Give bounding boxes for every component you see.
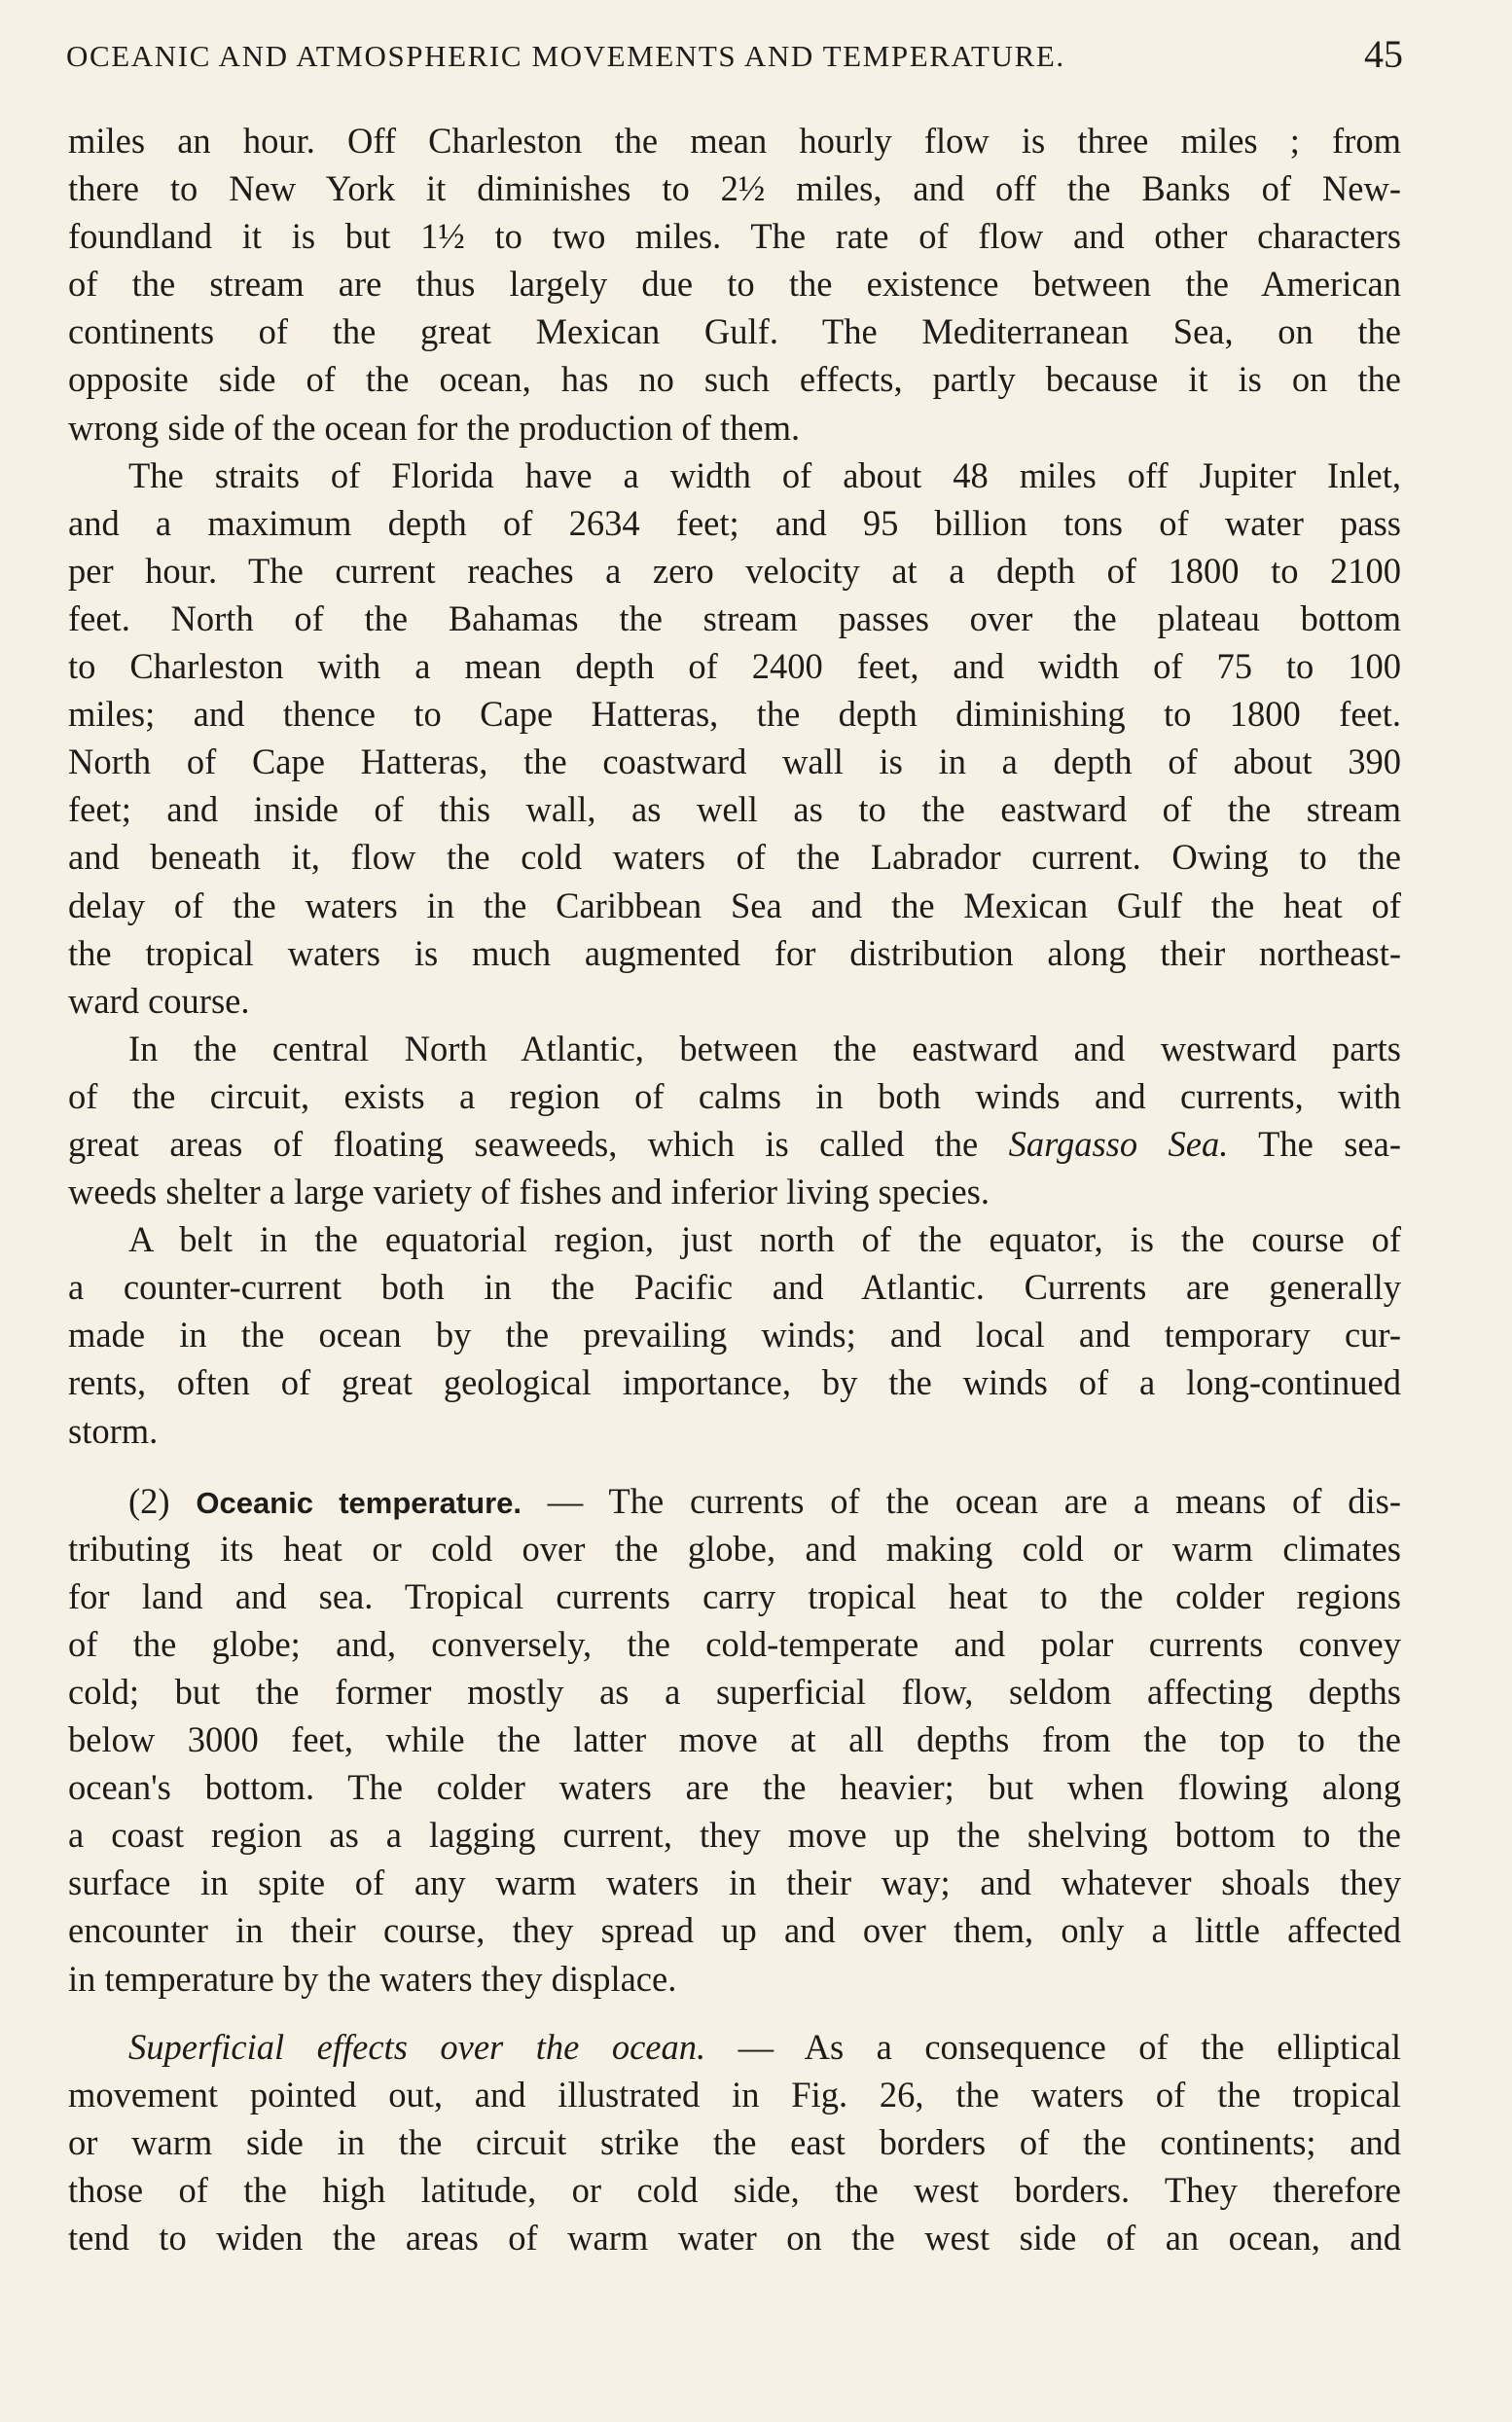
text-line: below 3000 feet, while the latter move at all depths from the top to the (68, 1719, 1401, 1760)
text-line: to Charleston with a mean depth of 2400 feet, and width of 75 to 100 (68, 646, 1401, 687)
section-superficial-effects (68, 2023, 1401, 2261)
section-number: (2) (128, 1480, 170, 1521)
text-line: In the central North Atlantic, between the eastward and westward parts (128, 1028, 1401, 1068)
text-line: for land and sea. Tropical currents carry tropical heat to the colder regions (68, 1575, 1401, 1616)
text-line: or warm side in the circuit strike the east borders of the continents; and (68, 2121, 1401, 2162)
section-heading: Oceanic temperature. (196, 1485, 522, 1520)
text-line: foundland it is but 1½ to two miles. The rate of flow and other characters (68, 216, 1401, 257)
text-line: the tropical waters is much augmented for distribution along their northeast- (68, 932, 1401, 973)
paragraph-sargasso-sea (68, 1025, 1401, 1215)
text-run: great areas of floating seaweeds, which is called the (68, 1123, 1009, 1164)
text-line: continents of the great Mexican Gulf. The Mediterranean Sea, on the (68, 311, 1401, 352)
text-line: of the globe; and, conversely, the cold-temperate and polar currents convey (68, 1623, 1401, 1664)
paragraph-gulf-stream-flow (68, 117, 1401, 452)
text-line: in temperature by the waters they displace. (68, 1958, 677, 1999)
text-line: ocean's bottom. The colder waters are the heavier; but when flowing along (68, 1767, 1401, 1808)
paragraph-straits-of-florida (68, 452, 1401, 1025)
text-line: of the stream are thus largely due to the existence between the American (68, 264, 1401, 305)
text-line: movement pointed out, and illustrated in Fig. 26, the waters of the tropical (68, 2074, 1401, 2115)
text-line: miles; and thence to Cape Hatteras, the depth diminishing to 1800 feet. (68, 694, 1401, 735)
text-line: made in the ocean by the prevailing winds; and local and temporary cur- (68, 1315, 1401, 1356)
text-line: tend to widen the areas of warm water on the west side of an ocean, and (68, 2218, 1401, 2259)
text-line: of the circuit, exists a region of calms in both winds and currents, with (68, 1075, 1401, 1116)
text-line: delay of the waters in the Caribbean Sea and the Mexican Gulf the heat of (68, 885, 1401, 925)
italic-term: Sargasso Sea. (1008, 1123, 1229, 1164)
paragraph-counter-current (68, 1215, 1401, 1454)
text-line: cold; but the former mostly as a superficial flow, seldom affecting depths (68, 1672, 1401, 1712)
text-line (68, 1120, 1401, 1168)
text-line: surface in spite of any warm waters in their way; and whatever shoals they (68, 1862, 1401, 1903)
text-line: A belt in the equatorial region, just north of the equator, is the course of (128, 1219, 1401, 1260)
text-line: there to New York it diminishes to 2½ miles, and off the Banks of New- (68, 168, 1401, 209)
text-line: opposite side of the ocean, has no such effects, partly because it is on the (68, 359, 1401, 400)
text-line: tributing its heat or cold over the globe, and making cold or warm climates (68, 1528, 1401, 1569)
text-line: The straits of Florida have a width of about 48 miles off Jupiter Inlet, (128, 454, 1401, 495)
text-line: weeds shelter a large variety of fishes and inferior living species. (68, 1172, 990, 1212)
page (68, 0, 1401, 2422)
text-line: and a maximum depth of 2634 feet; and 95 billion tons of water pass (68, 502, 1401, 543)
text-line: those of the high latitude, or cold side, the west borders. They therefore (68, 2169, 1401, 2210)
text-line: wrong side of the ocean for the production of them. (68, 407, 801, 448)
running-title: OCEANIC AND ATMOSPHERIC MOVEMENTS AND TEMPERATURE. (66, 39, 1065, 73)
section-spacer (68, 2003, 1401, 2023)
text-run: — As a consequence of the elliptical (705, 2026, 1401, 2067)
text-line: and beneath it, flow the cold waters of the Labrador current. Owing to the (68, 837, 1401, 878)
text-run: — The currents of the ocean are a means of dis- (522, 1480, 1401, 1521)
section-oceanic-temperature (68, 1477, 1401, 2003)
text-line: per hour. The current reaches a zero velocity at a depth of 1800 to 2100 (68, 550, 1401, 591)
text-line (68, 2023, 1401, 2071)
text-line: rents, often of great geological importance, by the winds of a long-continued (68, 1362, 1401, 1403)
text-line: feet. North of the Bahamas the stream passes over the plateau bottom (68, 597, 1401, 638)
text-line: encounter in their course, they spread up and over them, only a little affected (68, 1910, 1401, 1951)
text-line: storm. (68, 1410, 159, 1451)
body-text (68, 117, 1401, 2261)
text-run: The sea- (1228, 1123, 1401, 1164)
section-spacer (68, 1455, 1401, 1477)
text-line: a coast region as a lagging current, they move up the shelving bottom to the (68, 1815, 1401, 1856)
page-number: 45 (1364, 32, 1403, 76)
text-line: a counter-current both in the Pacific and Atlantic. Currents are generally (68, 1267, 1401, 1308)
text-line: ward course. (68, 980, 250, 1021)
text-line (68, 1477, 1401, 1525)
text-line: feet; and inside of this wall, as well as to the eastward of the stream (68, 789, 1401, 830)
text-line: miles an hour. Off Charleston the mean hourly flow is three miles ; from (68, 121, 1401, 161)
subsection-heading: Superficial effects over the ocean. (128, 2026, 706, 2067)
text-line: North of Cape Hatteras, the coastward wall is in a depth of about 390 (68, 741, 1401, 782)
